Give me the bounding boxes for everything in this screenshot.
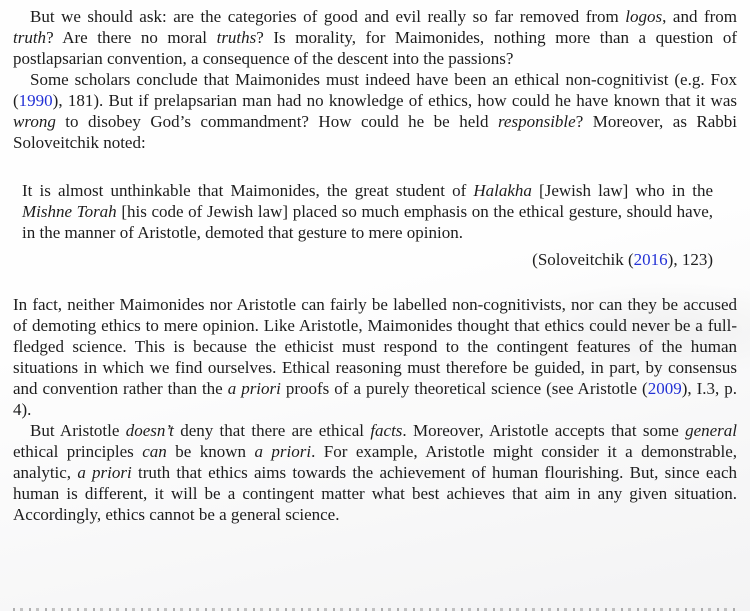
text-run: [his code of Jewish law] placed so much emphasis on the ethical gesture, should have, in the manner of Aristotle, demoted that gesture to mere opinion.: [22, 202, 713, 242]
italic-text: Halakha: [473, 181, 532, 200]
text-run: to disobey God’s commandment? How could he be held: [55, 112, 498, 131]
citation-year-link[interactable]: 1990: [18, 91, 53, 110]
text-run: ), 123): [667, 250, 713, 269]
text-run: ? Moreover, as Rabbi Soloveitchik noted:: [13, 112, 737, 152]
italic-text: general: [685, 421, 737, 440]
text-run: But Aristotle: [30, 421, 126, 440]
text-run: (Soloveitchik (: [532, 250, 634, 269]
text-run: be known: [166, 442, 255, 461]
text-run: It is almost unthinkable that Maimonides, the great student of: [22, 181, 474, 200]
italic-text: can: [142, 442, 167, 461]
paragraph: [13, 69, 737, 153]
text-run: ? Is morality, for Maimonides, nothing more than a question of postlapsarian convention, a consequence of the descent into the passions?: [13, 28, 737, 68]
italic-text: Mishne Torah: [22, 202, 117, 221]
text-run: In fact, neither Maimonides nor Aristotle can fairly be labelled non-cognitivists, nor can they be accused of demoting ethics to mere opinion. Like Aristotle, Maimonides thought that ethics could never be a full-fledged science. This is because the ethicist must respond to the contingent features of the human situations in which we find ourselves. Ethical reasoning must therefore be guided, in part, by consensus and convention rather than the: [13, 295, 737, 398]
text-run: ), I.3, p. 4).: [13, 379, 737, 419]
text-run: deny that there are ethical: [173, 421, 371, 440]
italic-text: doesn’t: [125, 421, 174, 440]
paragraph: [13, 294, 737, 420]
paragraph: [13, 6, 737, 69]
text-run: . Moreover, Aristotle accepts that some: [402, 421, 686, 440]
italic-text: logos: [625, 7, 663, 26]
citation-year-link[interactable]: 2016: [633, 250, 668, 269]
text-run: But we should ask: are the categories of good and evil really so far removed from: [30, 7, 626, 26]
text-run: Some scholars conclude that Maimonides must indeed have been an ethical non-cognitivist (e.g. Fox (: [13, 70, 737, 110]
citation-year-link[interactable]: 2009: [647, 379, 682, 398]
italic-text: a priori: [77, 463, 132, 482]
blockquote: [22, 180, 713, 270]
quote-attribution: [22, 249, 713, 270]
blockquote-text: [22, 180, 713, 243]
italic-text: a priori: [227, 379, 281, 398]
clipped-text-line: [13, 606, 735, 611]
italic-text: a priori: [254, 442, 312, 461]
text-run: . For example, Aristotle might consider it a demonstrable, analytic,: [13, 442, 738, 482]
text-run: truth that ethics aims towards the achievement of human flourishing. But, since each human is different, it will be a contingent matter what best achieves that aim in any given situation. Accordingly, ethics cannot be a general science.: [13, 463, 737, 524]
text-run: ? Are there no moral: [46, 28, 217, 47]
text-run: ethical principles: [13, 442, 143, 461]
italic-text: facts: [370, 421, 403, 440]
text-run: ), 181). But if prelapsarian man had no knowledge of ethics, how could he have known that it was: [52, 91, 737, 110]
italic-text: wrong: [13, 112, 56, 131]
text-run: proofs of a purely theoretical science (see Aristotle (: [280, 379, 648, 398]
italic-text: truths: [216, 28, 257, 47]
text-run: [Jewish law] who in the: [531, 181, 713, 200]
text-run: , and from: [662, 7, 738, 26]
italic-text: responsible: [497, 112, 576, 131]
italic-text: truth: [13, 28, 47, 47]
document-body: [13, 6, 737, 525]
paragraph: [13, 420, 737, 525]
